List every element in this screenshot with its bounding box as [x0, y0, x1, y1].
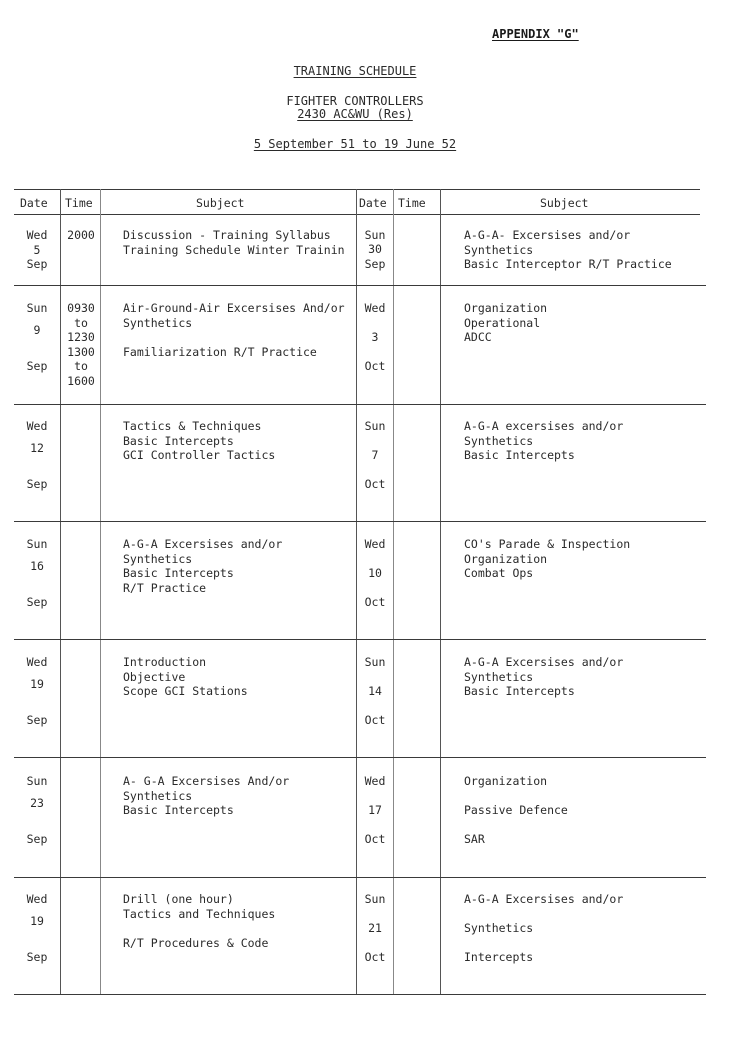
row-subject-line: A-G-A Excersises and/or [123, 537, 283, 551]
row-subject2-line: Basic Interceptor R/T Practice [464, 257, 672, 271]
column-divider [440, 189, 441, 994]
row-subject-line: Objective [123, 669, 186, 684]
row-subject2-line: Synthetics [464, 669, 534, 684]
row-subject-line: Synthetics [123, 315, 193, 330]
row-date-month: Sep [26, 950, 48, 964]
row-time: 2000 [67, 228, 95, 242]
col-header-subject: Subject [196, 196, 245, 210]
row-date2-day: Sun [364, 655, 386, 669]
row-subject-line: R/T Procedures & Code [123, 935, 269, 950]
row-date-day: Wed [26, 892, 48, 906]
row-subject2-line: ADCC [464, 330, 492, 344]
row-date2-number: 7 [371, 448, 379, 462]
row-time: 1600 [67, 373, 95, 388]
row-date2-day: Sun [364, 228, 386, 242]
row-subject-line: R/T Practice [123, 580, 207, 595]
row-subject2-line: Basic Intercepts [464, 684, 575, 698]
row-date-day: Wed [26, 655, 48, 669]
row-separator [14, 757, 706, 758]
row-date-day: Wed [26, 228, 48, 242]
row-date-month: Sep [26, 477, 48, 491]
row-date-number: 23 [30, 795, 44, 810]
row-date2-day: Wed [364, 537, 386, 551]
row-date2-month: Oct [364, 713, 386, 727]
row-date2-month: Sep [364, 257, 386, 271]
row-time: to [74, 359, 88, 373]
row-date2-number: 10 [368, 566, 382, 580]
row-date2-day: Wed [364, 774, 386, 788]
row-subject2-line: Operational [464, 315, 541, 330]
row-date-day: Sun [26, 537, 48, 551]
row-time: to [74, 315, 88, 330]
row-date-month: Sep [26, 832, 48, 846]
row-subject2-line: Organization [464, 301, 548, 315]
row-separator [14, 994, 706, 995]
row-date-month: Sep [26, 595, 48, 609]
col-header-date: Date [20, 196, 48, 210]
row-subject-line: Drill (one hour) [123, 892, 234, 906]
row-subject-line: Scope GCI Stations [123, 684, 248, 698]
date-range: 5 September 51 to 19 June 52 [253, 137, 457, 151]
row-date2-number: 14 [368, 684, 382, 698]
row-separator [14, 404, 706, 405]
row-time: 1300 [67, 344, 95, 359]
row-date-number: 9 [33, 322, 41, 337]
column-divider [60, 189, 61, 994]
row-subject2-line: Combat Ops [464, 566, 534, 580]
row-subject2-line: A-G-A Excersises and/or [464, 892, 624, 906]
row-date2-number: 3 [371, 330, 379, 344]
row-date-number: 19 [30, 676, 44, 691]
row-subject2-line: A-G-A- Excersises and/or [464, 228, 631, 242]
row-date2-month: Oct [364, 359, 386, 373]
row-date2-month: Oct [364, 477, 386, 491]
row-subject-line: Air-Ground-Air Excersises And/or [123, 301, 345, 315]
row-subject2-line: Organization [464, 551, 548, 566]
row-subject-line: Basic Intercepts [123, 803, 234, 817]
row-date-day: Sun [26, 774, 48, 788]
row-time: 0930 [67, 301, 95, 315]
row-subject2-line: A-G-A excersises and/or [464, 419, 624, 433]
row-subject2-line: Synthetics [464, 921, 534, 935]
row-date2-day: Wed [364, 301, 386, 315]
appendix-label: APPENDIX "G" [492, 27, 579, 41]
row-subject-line: Familiarization R/T Practice [123, 344, 317, 359]
row-subject-line: Introduction [123, 655, 207, 669]
table-top-rule [14, 189, 700, 190]
row-separator [14, 285, 706, 286]
row-subject-line: Basic Intercepts [123, 566, 234, 580]
column-divider [393, 189, 394, 994]
row-subject2-line: Synthetics [464, 242, 534, 257]
row-date-day: Wed [26, 419, 48, 433]
row-subject-line: Synthetics [123, 788, 193, 803]
row-date-day: Sun [26, 301, 48, 315]
row-subject-line: GCI Controller Tactics [123, 448, 276, 462]
row-subject-line: Tactics and Techniques [123, 906, 276, 921]
unit-designation: 2430 AC&WU (Res) [297, 107, 413, 121]
row-date-number: 19 [30, 913, 44, 928]
row-date2-number: 21 [368, 921, 382, 935]
row-date2-number: 30 [368, 242, 382, 256]
row-subject2-line: Synthetics [464, 433, 534, 448]
row-subject2-line: Organization [464, 774, 548, 788]
row-subject-line: Training Schedule Winter Trainin [123, 242, 345, 257]
row-date-number: 5 [33, 242, 41, 257]
row-separator [14, 877, 706, 878]
row-date-month: Sep [26, 359, 48, 373]
row-subject2-line: Intercepts [464, 950, 534, 964]
col-header-time: Time [65, 196, 93, 210]
row-date2-number: 17 [368, 803, 382, 817]
row-date2-month: Oct [364, 950, 386, 964]
row-time: 1230 [67, 330, 95, 344]
row-subject2-line: SAR [464, 832, 485, 846]
header-rule [14, 214, 700, 215]
row-subject2-line: CO's Parade & Inspection [464, 537, 631, 551]
row-date2-month: Oct [364, 595, 386, 609]
row-date2-day: Sun [364, 892, 386, 906]
col-header-time-2: Time [398, 196, 426, 210]
row-subject-line: Tactics & Techniques [123, 419, 262, 433]
document-title: TRAINING SCHEDULE [293, 64, 417, 78]
row-subject2-line: Passive Defence [464, 803, 568, 817]
row-date2-month: Oct [364, 832, 386, 846]
row-subject-line: Synthetics [123, 551, 193, 566]
row-separator [14, 521, 706, 522]
col-header-subject-2: Subject [540, 196, 589, 210]
unit-title: FIGHTER CONTROLLERS [286, 94, 424, 108]
row-subject-line: A- G-A Excersises And/or [123, 774, 290, 788]
row-date2-day: Sun [364, 419, 386, 433]
row-subject-line: Discussion - Training Syllabus [123, 228, 331, 242]
row-date-month: Sep [26, 713, 48, 727]
col-header-date-2: Date [359, 196, 387, 210]
column-divider [100, 189, 101, 994]
row-date-number: 16 [30, 558, 44, 573]
row-subject2-line: Basic Intercepts [464, 448, 575, 462]
row-date-month: Sep [26, 257, 48, 271]
row-subject2-line: A-G-A Excersises and/or [464, 655, 624, 669]
column-divider [356, 189, 357, 994]
row-separator [14, 639, 706, 640]
row-date-number: 12 [30, 440, 44, 455]
row-subject-line: Basic Intercepts [123, 433, 234, 448]
